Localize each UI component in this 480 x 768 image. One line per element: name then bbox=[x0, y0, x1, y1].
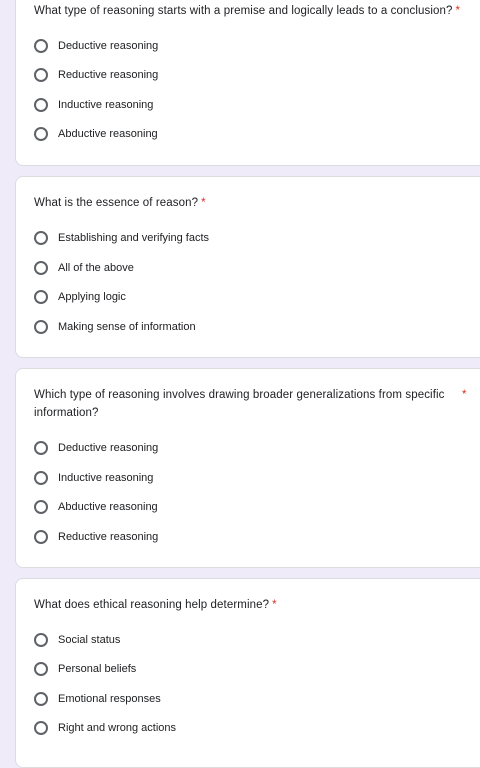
question-card-2 bbox=[15, 176, 480, 358]
option-label: Emotional responses bbox=[58, 693, 161, 705]
option-label: Deductive reasoning bbox=[58, 40, 159, 52]
option-q4-2[interactable] bbox=[34, 659, 136, 679]
option-label: Abductive reasoning bbox=[58, 128, 158, 140]
radio-button-icon[interactable] bbox=[34, 68, 48, 82]
option-label: All of the above bbox=[58, 262, 134, 274]
option-q3-4[interactable] bbox=[34, 527, 158, 547]
radio-button-icon[interactable] bbox=[34, 530, 48, 544]
option-label: Applying logic bbox=[58, 291, 126, 303]
option-label: Establishing and verifying facts bbox=[58, 232, 210, 244]
option-q1-3[interactable] bbox=[34, 95, 153, 115]
option-q2-1[interactable] bbox=[34, 228, 209, 248]
radio-button-icon[interactable] bbox=[34, 662, 48, 676]
radio-button-icon[interactable] bbox=[34, 692, 48, 706]
option-q4-4[interactable] bbox=[34, 718, 176, 738]
question-title-2 bbox=[34, 194, 474, 212]
option-q2-2[interactable] bbox=[34, 258, 134, 278]
option-label: Inductive reasoning bbox=[58, 99, 154, 111]
option-q1-1[interactable] bbox=[34, 36, 158, 56]
question-title-3 bbox=[34, 386, 452, 422]
radio-button-icon[interactable] bbox=[34, 441, 48, 455]
option-q2-3[interactable] bbox=[34, 287, 126, 307]
question-card-3 bbox=[15, 368, 480, 568]
option-q3-1[interactable] bbox=[34, 438, 158, 458]
question-text-4: What does ethical reasoning help determine? bbox=[34, 599, 270, 611]
radio-button-icon[interactable] bbox=[34, 500, 48, 514]
question-text-1: What type of reasoning starts with a premise and logically leads to a conclusion? bbox=[34, 5, 453, 17]
option-q4-1[interactable] bbox=[34, 630, 120, 650]
required-marker-4: * bbox=[272, 599, 277, 611]
option-label: Social status bbox=[58, 634, 121, 646]
option-q3-2[interactable] bbox=[34, 468, 153, 488]
question-card-1 bbox=[15, 0, 480, 166]
radio-button-icon[interactable] bbox=[34, 471, 48, 485]
radio-button-icon[interactable] bbox=[34, 721, 48, 735]
option-label: Deductive reasoning bbox=[58, 442, 159, 454]
radio-button-icon[interactable] bbox=[34, 633, 48, 647]
required-marker-3: * bbox=[462, 389, 467, 401]
option-label: Reductive reasoning bbox=[58, 69, 159, 81]
radio-button-icon[interactable] bbox=[34, 290, 48, 304]
option-q1-4[interactable] bbox=[34, 124, 158, 144]
option-q2-4[interactable] bbox=[34, 317, 196, 337]
radio-button-icon[interactable] bbox=[34, 261, 48, 275]
radio-button-icon[interactable] bbox=[34, 320, 48, 334]
option-label: Inductive reasoning bbox=[58, 472, 154, 484]
radio-button-icon[interactable] bbox=[34, 98, 48, 112]
option-q4-3[interactable] bbox=[34, 689, 161, 709]
radio-button-icon[interactable] bbox=[34, 39, 48, 53]
option-label: Abductive reasoning bbox=[58, 501, 158, 513]
option-label: Making sense of information bbox=[58, 321, 196, 333]
required-marker-2: * bbox=[201, 197, 206, 209]
radio-button-icon[interactable] bbox=[34, 231, 48, 245]
option-q3-3[interactable] bbox=[34, 497, 158, 517]
question-text-3: Which type of reasoning involves drawing broader generalizations from specific information? bbox=[34, 389, 445, 419]
option-label: Right and wrong actions bbox=[58, 722, 177, 734]
radio-button-icon[interactable] bbox=[34, 127, 48, 141]
question-card-4 bbox=[15, 578, 480, 768]
question-title-4 bbox=[34, 596, 474, 614]
option-label: Personal beliefs bbox=[58, 663, 137, 675]
required-marker-1: * bbox=[455, 5, 461, 17]
question-text-2: What is the essence of reason? bbox=[34, 197, 199, 209]
option-label: Reductive reasoning bbox=[58, 531, 159, 543]
option-q1-2[interactable] bbox=[34, 65, 158, 85]
question-title-1 bbox=[34, 2, 474, 20]
